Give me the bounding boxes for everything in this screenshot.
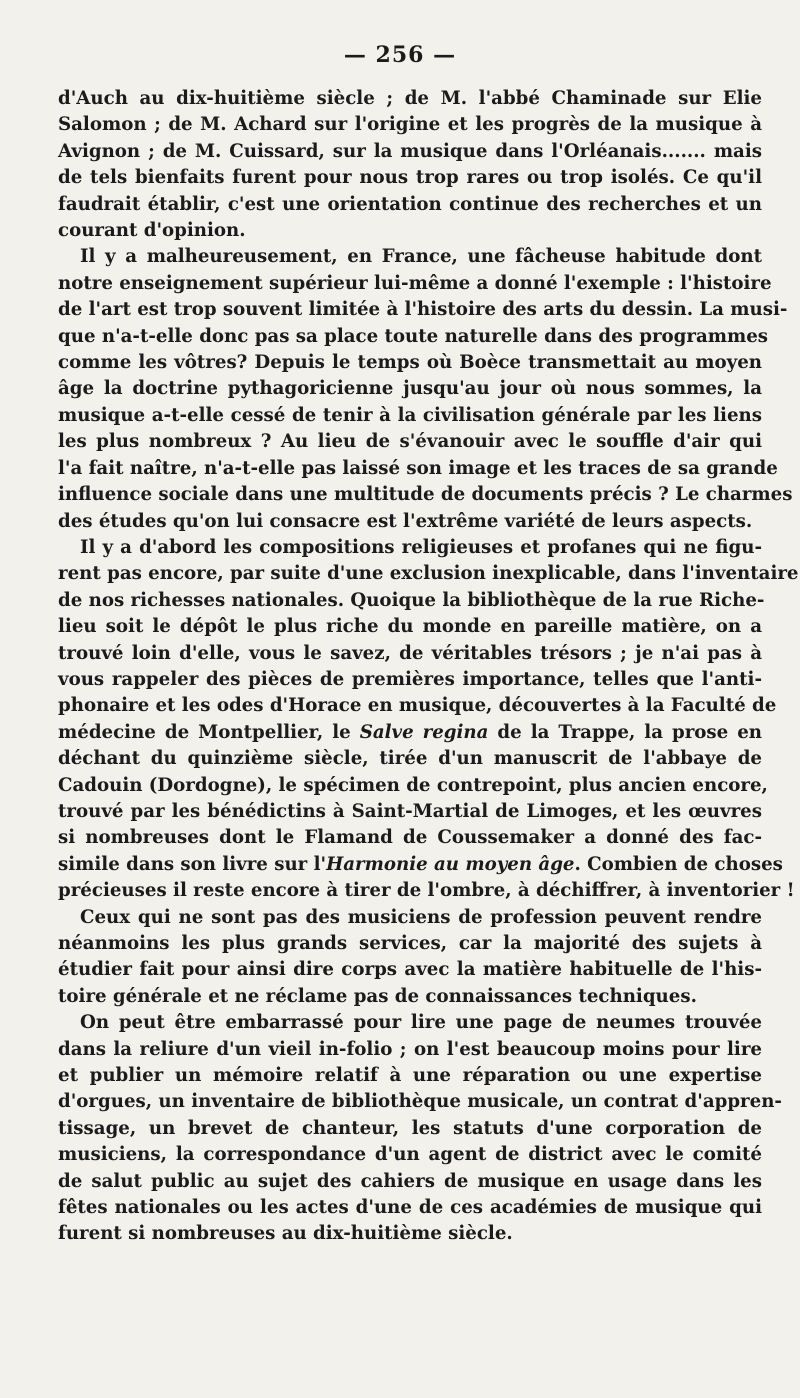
text-segment: Il y a d'abord les compositions religieuses et profanes qui ne figu- [80,536,762,558]
text-segment: toire générale et ne réclame pas de connaissances techniques. [58,985,697,1007]
text-segment: simile dans son livre sur l' [58,853,327,875]
text-segment: précieuses il reste encore à tirer de l'ombre, à déchiffrer, à inventorier ! [58,880,795,902]
text-segment: Il y a malheureusement, en France, une fâcheuse habitude dont [80,246,762,268]
text-segment: tissage, un brevet de chanteur, les statuts d'une corporation de [58,1117,762,1139]
text-line [58,456,778,482]
text-segment: notre enseignement supérieur lui-même a donné l'exemple : l'histoire [58,272,772,294]
text-line [58,429,762,455]
text-line [58,1010,762,1036]
text-line [58,482,793,508]
text-segment: de la Trappe, la prose en [488,721,763,743]
text-line [58,350,762,376]
italic-title: Salve regina [359,721,489,743]
text-segment: d'Auch au dix-huitième siècle ; de M. l'abbé Chaminade sur Elie [58,88,762,109]
text-segment: Cadouin (Dordogne), le spécimen de contrepoint, plus ancien encore, [58,774,768,796]
text-segment: médecine de Montpellier, le [58,721,360,743]
text-segment: néanmoins les plus grands services, car la majorité des sujets à [58,933,762,954]
text-line [58,561,799,587]
text-segment: que n'a-t-elle donc pas sa place toute naturelle dans des programmes [58,325,769,347]
text-line [58,192,762,218]
text-segment: de tels bienfaits furent pour nous trop rares ou trop isolés. Ce qu'il [58,167,762,189]
text-line [58,1089,782,1115]
text-line [58,86,762,112]
text-segment: . Combien de choses [574,853,783,875]
text-segment: furent si nombreuses au dix-huitième siècle. [58,1223,513,1245]
text-line [58,773,768,799]
text-segment: si nombreuses dont le Flamand de Coussemaker a donné des fac- [58,827,762,849]
text-line [58,244,762,270]
text-line [58,667,762,693]
text-segment: vous rappeler des pièces de premières importance, telles que l'anti- [58,668,762,690]
text-line [58,509,762,535]
text-line [58,218,762,244]
text-line [58,1221,762,1247]
text-segment: les plus nombreux ? Au lieu de s'évanouir avec le souffle d'air qui [58,431,762,453]
text-segment: Avignon ; de M. Cuissard, sur la musique dans l'Orléanais....... mais [58,140,762,162]
text-line [58,931,762,957]
text-line [58,1037,762,1063]
text-segment: Salomon ; de M. Achard sur l'origine et les progrès de la musique à [58,114,762,136]
text-segment: de l'art est trop souvent limitée à l'histoire des arts du dessin. La musi- [58,299,788,321]
text-segment: musiciens, la correspondance d'un agent de district avec le comité [58,1144,762,1166]
body-text [58,86,799,1248]
text-segment: dans la reliure d'un vieil in-folio ; on l'est beaucoup moins pour lire [58,1038,762,1060]
text-line [58,1116,762,1142]
text-line [58,376,762,402]
text-line [58,641,762,667]
text-segment: fêtes nationales ou les actes d'une de ces académies de musique qui [58,1197,762,1219]
text-line [58,957,762,983]
text-line [58,139,762,165]
text-segment: des études qu'on lui consacre est l'extrême variété de leurs aspects. [58,510,753,532]
text-line [58,878,795,904]
text-segment: phonaire et les odes d'Horace en musique, découvertes à la Faculté de [58,695,777,717]
text-line [58,984,762,1010]
text-line [58,693,777,719]
text-segment: musique a-t-elle cessé de tenir à la civilisation générale par les liens [58,404,762,426]
text-segment: de salut public au sujet des cahiers de musique en usage dans les [58,1170,762,1192]
text-line [58,112,762,138]
text-line [58,720,762,746]
text-segment: comme les vôtres? Depuis le temps où Boèce transmettait au moyen [58,352,762,374]
text-line [58,403,762,429]
text-line [58,165,762,191]
text-line [58,799,762,825]
page-number: — 256 — [343,42,457,68]
text-segment: lieu soit le dépôt le plus riche du monde en pareille matière, on a [58,616,762,638]
text-line [58,271,772,297]
text-segment: influence sociale dans une multitude de documents précis ? Le charmes [58,484,793,506]
text-line [58,535,762,561]
text-segment: et publier un mémoire relatif à une réparation ou une expertise [58,1065,762,1087]
text-line [58,746,762,772]
text-segment: déchant du quinzième siècle, tirée d'un manuscrit de l'abbaye de [58,748,762,770]
text-segment: faudrait établir, c'est une orientation continue des recherches et un [58,193,762,215]
text-segment: de nos richesses nationales. Quoique la bibliothèque de la rue Riche- [58,589,765,611]
text-line [58,297,788,323]
text-segment: étudier fait pour ainsi dire corps avec la matière habituelle de l'his- [58,959,762,981]
text-line [58,614,762,640]
italic-title: Harmonie au moyen âge [326,853,575,875]
text-segment: d'orgues, un inventaire de bibliothèque musicale, un contrat d'appren- [58,1091,782,1113]
text-segment: trouvé loin d'elle, vous le savez, de véritables trésors ; je n'ai pas à [58,642,762,664]
text-segment: courant d'opinion. [58,220,246,242]
text-segment: trouvé par les bénédictins à Saint-Martial de Limoges, et les œuvres [58,800,762,822]
text-segment: On peut être embarrassé pour lire une page de neumes trouvée [80,1012,762,1034]
text-line [58,825,762,851]
text-line [58,1169,762,1195]
text-segment: l'a fait naître, n'a-t-elle pas laissé son image et les traces de sa grande [58,457,778,479]
text-line [58,324,769,350]
text-segment: âge la doctrine pythagoricienne jusqu'au jour où nous sommes, la [58,378,762,400]
text-line [58,852,783,878]
text-segment: rent pas encore, par suite d'une exclusion inexplicable, dans l'inventaire [58,563,799,585]
text-segment: Ceux qui ne sont pas des musiciens de profession peuvent rendre [80,906,762,928]
text-line [58,1063,762,1089]
text-line [58,1195,762,1221]
text-line [58,588,765,614]
text-line [58,1142,762,1168]
text-line [58,905,762,931]
